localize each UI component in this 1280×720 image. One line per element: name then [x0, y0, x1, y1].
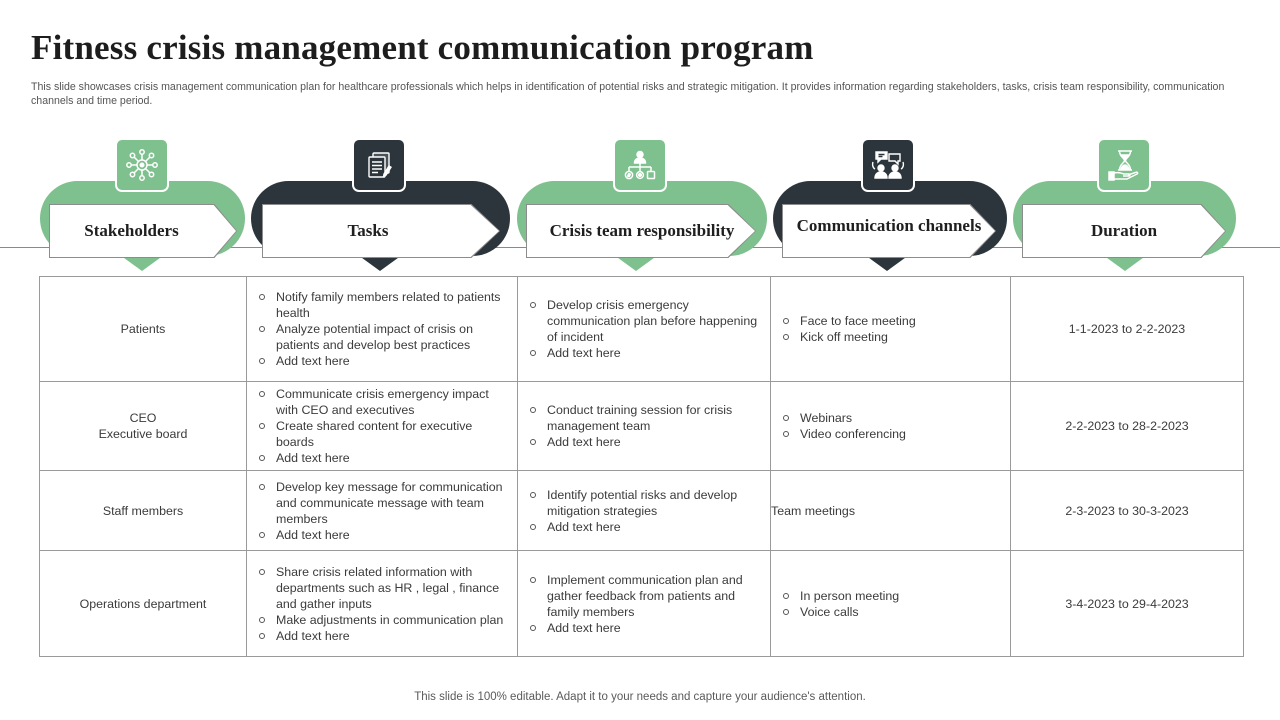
- list-item: Develop key message for communication and communicate message with team members: [257, 479, 509, 527]
- responsibility-cell: [518, 277, 771, 382]
- list-item: Kick off meeting: [781, 329, 1002, 345]
- stakeholder-cell: [40, 471, 247, 551]
- duration-cell: 3-4-2023 to 29-4-2023: [1011, 551, 1244, 657]
- channels-cell: Team meetings: [771, 471, 1011, 551]
- stakeholder-name: Operations department: [79, 596, 207, 611]
- header-label-stakeholders: Stakeholders: [84, 221, 179, 240]
- table-row: [40, 277, 1244, 382]
- tasks-cell: [247, 277, 518, 382]
- responsibility-cell: [518, 551, 771, 657]
- list-item: Communicate crisis emergency impact with CEO and executives: [257, 386, 509, 418]
- communication-plan-table: [39, 276, 1244, 657]
- stakeholder-cell: [40, 551, 247, 657]
- list-item: Face to face meeting: [781, 313, 1002, 329]
- list-item: Make adjustments in communication plan: [257, 612, 509, 628]
- header-crisis-team-responsibility: [517, 138, 767, 273]
- footer-note: This slide is 100% editable. Adapt it to your needs and capture your audience's attention.: [414, 691, 866, 703]
- table-row: [40, 471, 1244, 551]
- header-tasks: [251, 138, 510, 273]
- list-item: Add text here: [257, 353, 509, 369]
- duration-cell: 1-1-2023 to 2-2-2023: [1011, 277, 1244, 382]
- hourglass-hand-icon: [1097, 138, 1151, 192]
- stakeholder-name: CEO: [129, 411, 157, 425]
- list-item: Add text here: [257, 527, 509, 543]
- responsibility-cell: [518, 471, 771, 551]
- tasks-cell: [247, 551, 518, 657]
- table-row: [40, 382, 1244, 471]
- list-item: In person meeting: [781, 588, 1002, 604]
- header-duration: [1013, 138, 1236, 273]
- stakeholder-cell: [40, 277, 247, 382]
- stakeholder-name: Executive board: [98, 427, 188, 441]
- tasks-cell: [247, 382, 518, 471]
- responsibility-cell: [518, 382, 771, 471]
- stakeholder-name: Patients: [120, 322, 166, 336]
- list-item: Voice calls: [781, 604, 1002, 620]
- list-item: Create shared content for executive boards: [257, 418, 509, 450]
- channels-cell: [771, 277, 1011, 382]
- stakeholder-name: Staff members: [102, 503, 184, 518]
- header-label-communication-channels: Communication channels: [796, 216, 982, 235]
- header-label-duration: Duration: [1090, 221, 1158, 240]
- header-label-crisis-team-responsibility: Crisis team responsibility: [549, 221, 735, 240]
- list-item: Share crisis related information with departments such as HR , legal , finance and gather inputs: [257, 564, 509, 612]
- page-title: Fitness crisis management communication program: [31, 28, 814, 67]
- list-item: Webinars: [781, 410, 1002, 426]
- list-item: Analyze potential impact of crisis on patients and develop best practices: [257, 321, 509, 353]
- channels-cell: [771, 382, 1011, 471]
- header-communication-channels: [773, 138, 1007, 273]
- page-description: This slide showcases crisis management communication plan for healthcare professionals which helps in identification of potential risks and strategic mitigation. It provides information regarding stakeholders, tasks, crisis team responsibility, communication channels and time period.: [31, 81, 1225, 107]
- list-item: Video conferencing: [781, 426, 1002, 442]
- tasks-cell: [247, 471, 518, 551]
- network-people-icon: [115, 138, 169, 192]
- list-item: Add text here: [257, 628, 509, 644]
- list-item: Add text here: [528, 345, 762, 361]
- org-chart-icon: [613, 138, 667, 192]
- duration-cell: 2-2-2023 to 28-2-2023: [1011, 382, 1244, 471]
- list-item: Develop crisis emergency communication plan before happening of incident: [528, 297, 762, 345]
- list-item: Add text here: [528, 434, 762, 450]
- list-item: Conduct training session for crisis management team: [528, 402, 762, 434]
- list-item: Identify potential risks and develop mitigation strategies: [528, 487, 762, 519]
- list-item: Add text here: [528, 519, 762, 535]
- list-item: Add text here: [257, 450, 509, 466]
- stakeholder-cell: [40, 382, 247, 471]
- header-stakeholders: [40, 138, 245, 273]
- list-item: Notify family members related to patients health: [257, 289, 509, 321]
- duration-cell: 2-3-2023 to 30-3-2023: [1011, 471, 1244, 551]
- channels-cell: [771, 551, 1011, 657]
- table-row: [40, 551, 1244, 657]
- document-list-icon: [352, 138, 406, 192]
- people-chat-icon: [861, 138, 915, 192]
- list-item: Implement communication plan and gather feedback from patients and family members: [528, 572, 762, 620]
- list-item: Add text here: [528, 620, 762, 636]
- header-label-tasks: Tasks: [347, 221, 389, 240]
